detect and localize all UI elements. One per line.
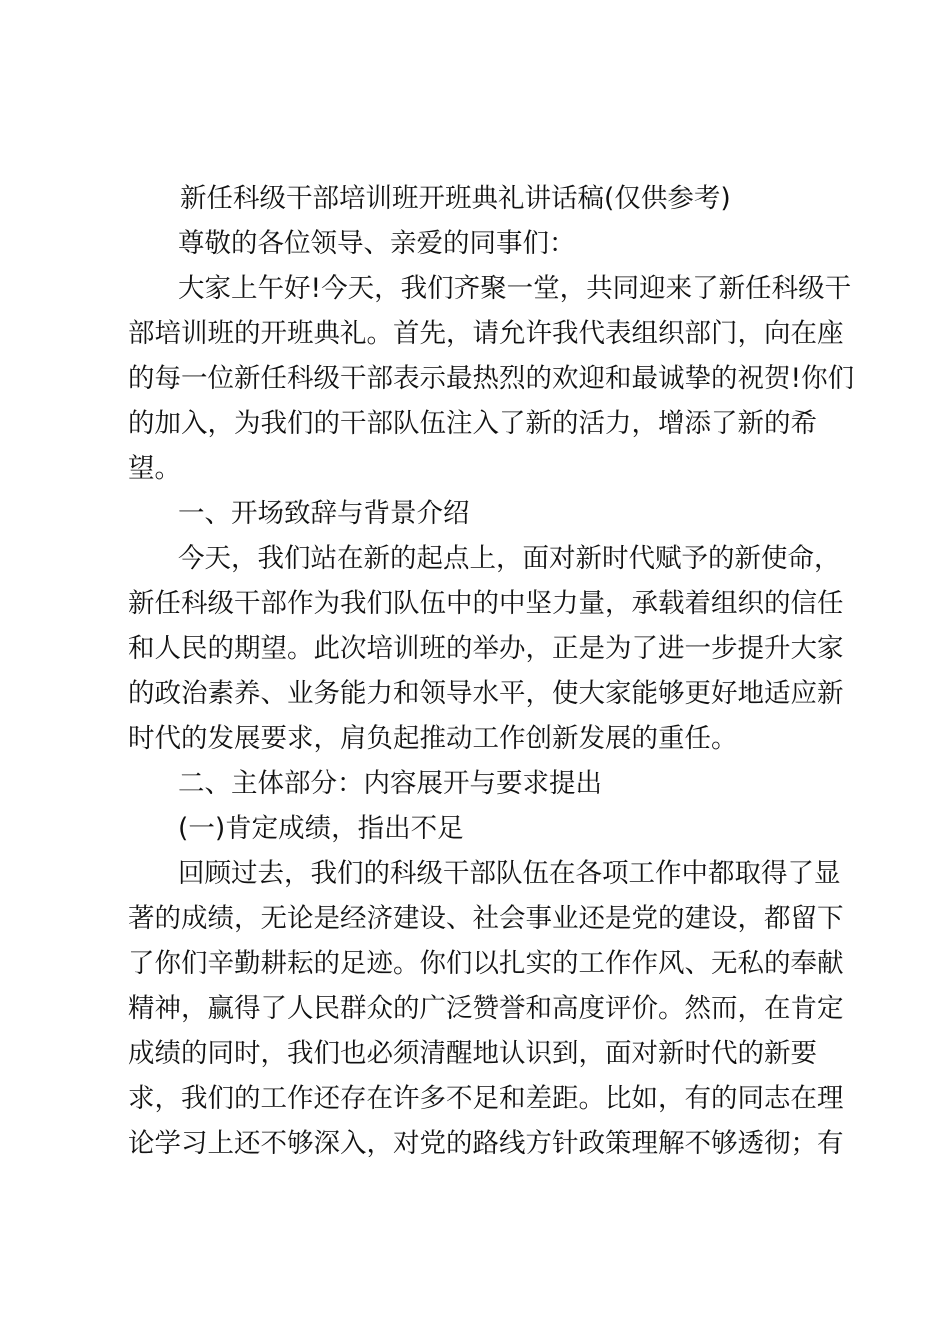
paragraph-line: 了你们辛勤耕耘的足迹。你们以扎实的工作作风、无私的奉献: [128, 948, 844, 979]
paragraph-line: 部培训班的开班典礼。首先，请允许我代表组织部门，向在座: [128, 318, 844, 349]
paragraph-line: 的政治素养、业务能力和领导水平，使大家能够更好地适应新: [128, 678, 844, 709]
section-heading: 二、主体部分：内容展开与要求提出: [178, 768, 602, 799]
paragraph-line: 精神，赢得了人民群众的广泛赞誉和高度评价。然而，在肯定: [128, 993, 844, 1024]
paragraph-line: 成绩的同时，我们也必须清醒地认识到，面对新时代的新要: [128, 1038, 817, 1069]
paragraph-line: 论学习上还不够深入，对党的路线方针政策理解不够透彻；有: [128, 1128, 844, 1159]
subsection-heading: (一)肯定成绩，指出不足: [178, 813, 464, 844]
paragraph-line: 著的成绩，无论是经济建设、社会事业还是党的建设，都留下: [128, 903, 844, 934]
paragraph-line: 望。: [128, 453, 181, 484]
paragraph-line: 和人民的期望。此次培训班的举办，正是为了进一步提升大家: [128, 633, 844, 664]
section-heading: 一、开场致辞与背景介绍: [178, 498, 470, 529]
document-title: 新任科级干部培训班开班典礼讲话稿(仅供参考): [180, 183, 731, 214]
paragraph-line: 回顾过去，我们的科级干部队伍在各项工作中都取得了显: [178, 858, 841, 889]
paragraph-line: 时代的发展要求，肩负起推动工作创新发展的重任。: [128, 723, 738, 754]
paragraph-line: 今天，我们站在新的起点上，面对新时代赋予的新使命，: [178, 543, 841, 574]
paragraph-line: 新任科级干部作为我们队伍中的中坚力量，承载着组织的信任: [128, 588, 844, 619]
paragraph-line: 的加入，为我们的干部队伍注入了新的活力，增添了新的希: [128, 408, 817, 439]
paragraph-line: 求，我们的工作还存在许多不足和差距。比如，有的同志在理: [128, 1083, 844, 1114]
paragraph-line: 的每一位新任科级干部表示最热烈的欢迎和最诚挚的祝贺!你们: [128, 363, 855, 394]
paragraph-line: 大家上午好!今天，我们齐聚一堂，共同迎来了新任科级干: [178, 273, 852, 304]
salutation: 尊敬的各位领导、亲爱的同事们：: [178, 228, 576, 259]
